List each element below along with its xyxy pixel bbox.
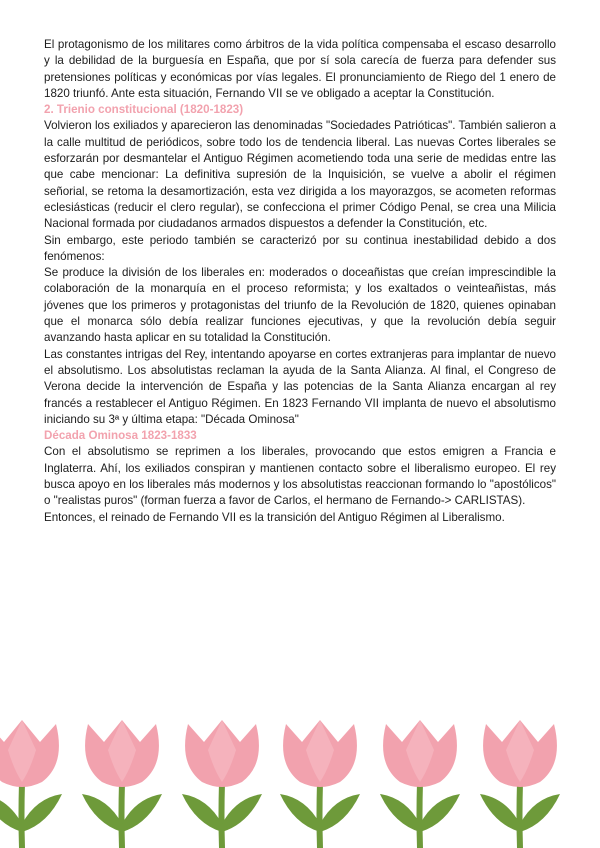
paragraph-trienio-medidas: Volvieron los exiliados y aparecieron las denominadas "Sociedades Patrióticas". También salieron a la calle multitud de periódicos, sobre todo los de tendencia liberal. Las nuevas Cortes liberales se esforzarán por desmantelar el Antiguo Régimen acometiendo toda una serie de medidas entre las que cabe mencionar: La definitiva supresión de la Inquisición, se vuelve a abolir el régimen señorial, se retoma la desamortización, esta vez dirigida a los mayorazgos, se acometen reformas eclesiásticas (reducir el clero regular), se confecciona el primer Código Penal, se crea una Milicia Nacional formada por ciudadanos armados dispuestos a defender la Constitución, etc.	[44, 119, 556, 231]
heading-trienio-constitucional: 2. Trienio constitucional (1820-1823)	[44, 103, 244, 117]
paragraph-intrigas-rey: Las constantes intrigas del Rey, intentando apoyarse en cortes extranjeras para implantar de nuevo el absolutismo. Los absolutistas reclaman la ayuda de la Santa Alianza. Al final, el Congreso de Verona decide la intervención de España y las potencias de la Santa Alianza encargan al rey francés a restablecer el Antiguo Régimen. En 1823 Fernando VII implanta de nuevo el absolutismo iniciando su 3ª y última etapa: "Década Ominosa"	[44, 347, 556, 426]
heading-decada-ominosa: Década Ominosa 1823-1833	[44, 429, 197, 443]
tulip-border	[0, 720, 600, 848]
tulip-icon	[182, 720, 262, 848]
paragraph-division-liberales: Se produce la división de los liberales en: moderados o doceañistas que creían imprescindible la colaboración de la monarquía en el proceso reformista; y los exaltados o veinteañistas, más jóvenes que los primeros y protagonistas del triunfo de la Revolución de 1820, quienes opinaban que el monarca sólo debía realizar funciones ejecutivas, y que la revolución debía seguir avanzando hasta aplicar en su totalidad la Constitución.	[44, 266, 556, 345]
tulip-icon	[82, 720, 162, 848]
tulip-icon	[480, 720, 560, 848]
document-body	[44, 37, 556, 526]
tulip-icon	[280, 720, 360, 848]
tulip-icon	[380, 720, 460, 848]
paragraph-represion-liberales: Con el absolutismo se reprimen a los liberales, provocando que estos emigren a Francia e Inglaterra. Ahí, los exiliados conspiran y mantienen contacto sobre el liberalismo europeo. El rey busca apoyo en los liberales más modernos y los absolutistas reaccionan formando lo "apostólicos" o "realistas puros" (forman fuerza a favor de Carlos, el hermano de Fernando-> CARLISTAS).	[44, 445, 556, 508]
paragraph-conclusion: Entonces, el reinado de Fernando VII es la transición del Antiguo Régimen al Liberalismo.	[44, 510, 505, 524]
intro-paragraph: El protagonismo de los militares como árbitros de la vida política compensaba el escaso desarrollo y la debilidad de la burguesía en España, que por sí sola carecía de fuerza para defender sus pretensiones políticas y económicas por vías legales. El pronunciamiento de Riego del 1 enero de 1820 triunfó. Ante esta situación, Fernando VII se ve obligado a aceptar la Constitución.	[44, 38, 556, 100]
paragraph-inestabilidad: Sin embargo, este periodo también se caracterizó por su continua inestabilidad debido a dos fenómenos:	[44, 233, 556, 263]
tulip-icon	[0, 720, 62, 848]
